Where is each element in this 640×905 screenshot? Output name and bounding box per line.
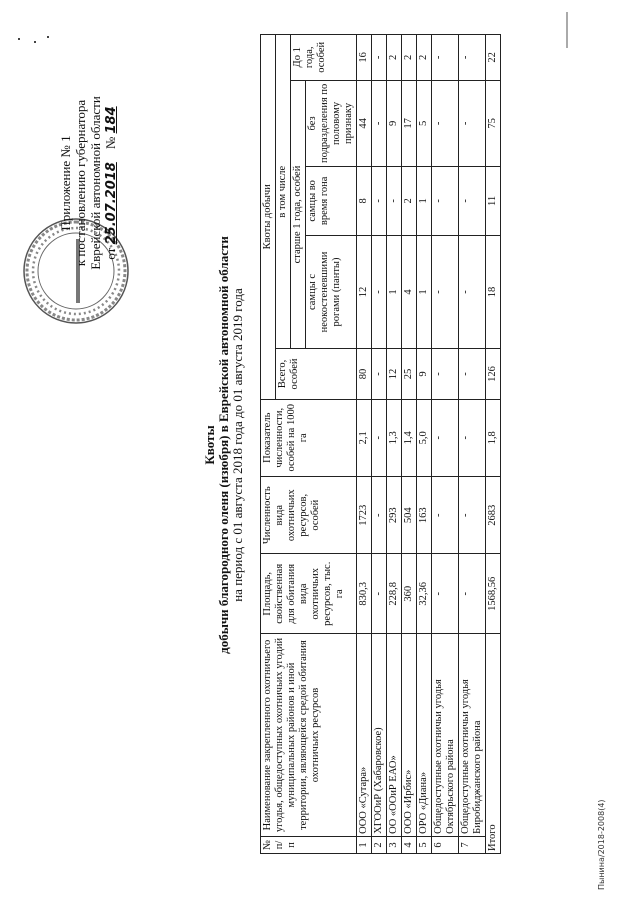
cell-total-label: Итого: [486, 634, 501, 854]
cell-no-sex: 5: [417, 80, 432, 167]
cell-males: 12: [357, 235, 372, 349]
col-header-including: в том числе: [276, 35, 291, 349]
cell-number: 4: [402, 836, 417, 853]
cell-name: Общедоступные охотничьи угодья Биробиджанского района: [459, 634, 486, 837]
cell-males: -: [372, 235, 387, 349]
cell-name: ОО «ООиР ЕАО»: [387, 634, 402, 837]
col-header-older: старше 1 года, особей: [291, 80, 306, 349]
heading-period: на период с 01 августа 2018 года до 01 августа 2019 года: [230, 288, 245, 602]
cell-name: ООО «Ирбис»: [402, 634, 417, 837]
col-header-total: Всего, особей: [276, 349, 357, 399]
appendix-decree: к постановлению губернатора: [73, 99, 88, 267]
cell-no-sex: 9: [387, 80, 402, 167]
cell-young: -: [459, 35, 486, 81]
cell-density: 5,0: [417, 399, 432, 476]
cell-total: 80: [357, 349, 372, 399]
cell-density: -: [372, 399, 387, 476]
cell-young: -: [432, 35, 459, 81]
cell-males: -: [432, 235, 459, 349]
cell-young: 2: [417, 35, 432, 81]
col-header-name: Наименование закрепленного охотничьего угодья, общедоступных охотничьих угодий муниципальных районов и иной территории, являющейся средой обитания охотничьих ресурсов: [261, 634, 357, 837]
cell-area: -: [459, 554, 486, 634]
cell-number: 7: [459, 836, 486, 853]
cell-count: -: [372, 476, 387, 553]
cell-name: ОРО «Диана»: [417, 634, 432, 837]
cell-count: 2683: [486, 476, 501, 553]
cell-males: 1: [417, 235, 432, 349]
cell-total: 12: [387, 349, 402, 399]
cell-total: 9: [417, 349, 432, 399]
file-reference: Пынина/2018-2008(4): [597, 799, 606, 890]
cell-young: 2: [402, 35, 417, 81]
cell-density: 1,4: [402, 399, 417, 476]
col-header-count: Численность вида охотничьих ресурсов, особей: [261, 476, 357, 553]
cell-rut: 2: [402, 167, 417, 235]
cell-no-sex: 17: [402, 80, 417, 167]
decree-number: 184: [104, 106, 119, 134]
cell-males: 4: [402, 235, 417, 349]
quota-table: [260, 34, 501, 854]
cell-rut: -: [372, 167, 387, 235]
cell-rut: -: [459, 167, 486, 235]
table-row: [402, 35, 417, 854]
cell-area: 32,36: [417, 554, 432, 634]
cell-young: 2: [387, 35, 402, 81]
table-header-row: [261, 35, 276, 854]
cell-number: 5: [417, 836, 432, 853]
cell-males: -: [459, 235, 486, 349]
table-row: [387, 35, 402, 854]
cell-total: -: [372, 349, 387, 399]
cell-no-sex: 44: [357, 80, 372, 167]
cell-males: 1: [387, 235, 402, 349]
table-row: [357, 35, 372, 854]
cell-count: 163: [417, 476, 432, 553]
cell-total: -: [459, 349, 486, 399]
cell-no-sex: -: [459, 80, 486, 167]
cell-name: Общедоступные охотничьи угодья Октябрьского района: [432, 634, 459, 837]
cell-number: 1: [357, 836, 372, 853]
appendix-date-line: [103, 43, 119, 323]
cell-density: 1,3: [387, 399, 402, 476]
appendix-region: Еврейской автономной области: [88, 96, 103, 270]
col-header-young: До 1 года, особей: [291, 35, 357, 81]
cell-count: -: [432, 476, 459, 553]
cell-count: -: [459, 476, 486, 553]
cell-young: 22: [486, 35, 501, 81]
cell-number: 2: [372, 836, 387, 853]
heading-subject: добычи благородного оленя (изюбря) в Еврейской автономной области: [216, 236, 231, 654]
table-total-row: [486, 35, 501, 854]
cell-name: ООО «Сутара»: [357, 634, 372, 837]
cell-young: -: [372, 35, 387, 81]
cell-area: 830,3: [357, 554, 372, 634]
table-row: [417, 35, 432, 854]
col-header-number: № п/п: [261, 836, 357, 853]
cell-rut: -: [387, 167, 402, 235]
col-header-males-rut: самцы во время гона: [306, 167, 357, 235]
cell-total: 25: [402, 349, 417, 399]
cell-number: 6: [432, 836, 459, 853]
cell-count: 1723: [357, 476, 372, 553]
cell-rut: 1: [417, 167, 432, 235]
cell-area: 360: [402, 554, 417, 634]
cell-number: 3: [387, 836, 402, 853]
table-row: [372, 35, 387, 854]
cell-area: 1568,56: [486, 554, 501, 634]
cell-density: 2,1: [357, 399, 372, 476]
table-row: [432, 35, 459, 854]
cell-area: -: [372, 554, 387, 634]
cell-name: ХГООиР (Хабаровское): [372, 634, 387, 837]
appendix-block: [58, 43, 119, 323]
cell-no-sex: 75: [486, 80, 501, 167]
cell-total: 126: [486, 349, 501, 399]
heading-title: Квоты: [202, 425, 217, 465]
cell-no-sex: -: [432, 80, 459, 167]
cell-no-sex: -: [372, 80, 387, 167]
col-header-density: Показатель численности, особей на 1000 га: [261, 399, 357, 476]
cell-density: 1,8: [486, 399, 501, 476]
table-row: [459, 35, 486, 854]
cell-area: 228,8: [387, 554, 402, 634]
col-header-quota: Квоты добычи: [261, 35, 276, 400]
number-prefix: №: [103, 136, 118, 150]
appendix-title: Приложение № 1: [58, 135, 73, 231]
cell-density: -: [459, 399, 486, 476]
cell-count: 504: [402, 476, 417, 553]
cell-area: -: [432, 554, 459, 634]
cell-males: 18: [486, 235, 501, 349]
cell-count: 293: [387, 476, 402, 553]
col-header-males-antlers: самцы с неокостеневшими рогами (панты): [306, 235, 357, 349]
date-prefix: от: [103, 247, 118, 260]
cell-rut: -: [432, 167, 459, 235]
cell-rut: 8: [357, 167, 372, 235]
decree-date: 25.07.2018: [104, 162, 119, 245]
cell-young: 16: [357, 35, 372, 81]
cell-rut: 11: [486, 167, 501, 235]
cell-density: -: [432, 399, 459, 476]
col-header-area: Площадь, свойственная для обитания вида охотничьих ресурсов, тыс. га: [261, 554, 357, 634]
cell-total: -: [432, 349, 459, 399]
document-heading: [203, 165, 245, 725]
col-header-no-sex: без подразделения по половому признаку: [306, 80, 357, 167]
